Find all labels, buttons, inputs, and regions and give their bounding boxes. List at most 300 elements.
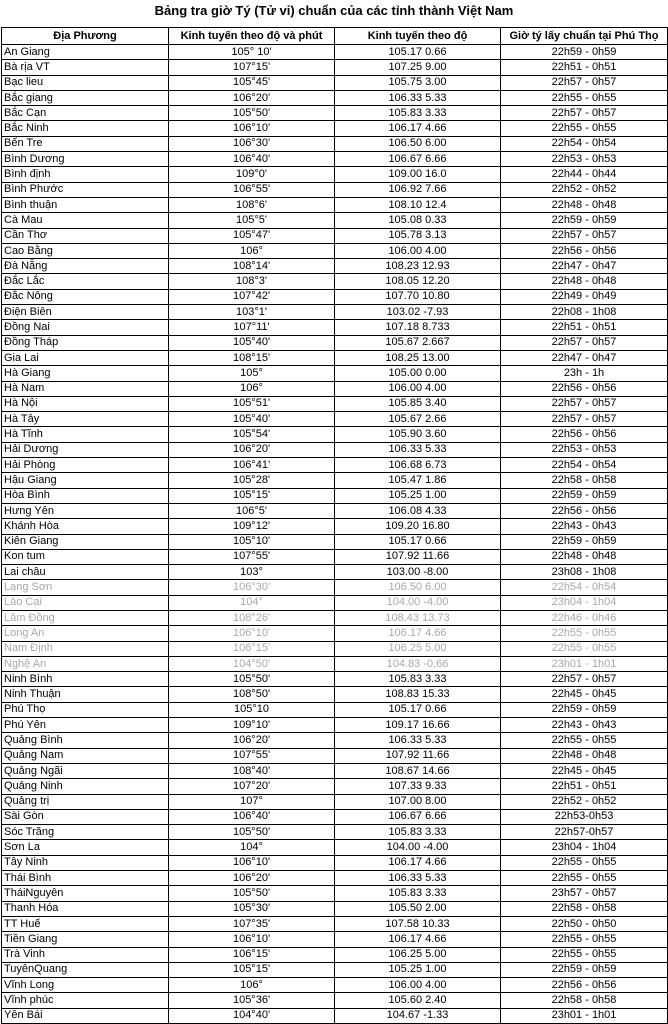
location-cell: TháiNguyên bbox=[2, 886, 169, 901]
location-cell: Vĩnh phúc bbox=[2, 993, 169, 1008]
table-row bbox=[2, 580, 668, 595]
ty-hour-cell: 22h55 - 0h55 bbox=[501, 947, 668, 962]
longitude-deg-cell: 107.92 11.66 bbox=[335, 549, 501, 564]
longitude-dm-cell: 105°10' bbox=[169, 534, 335, 549]
location-cell: Bình Phước bbox=[2, 182, 169, 197]
longitude-dm-cell: 107°35' bbox=[169, 916, 335, 931]
header-row bbox=[2, 28, 668, 45]
location-cell: Yên Bái bbox=[2, 1008, 169, 1023]
header-ty-hour: Giờ tý lấy chuẩn tại Phú Thọ bbox=[501, 28, 668, 45]
table-row bbox=[2, 320, 668, 335]
table-row bbox=[2, 488, 668, 503]
longitude-dm-cell: 106°15' bbox=[169, 947, 335, 962]
ty-hour-cell: 23h01 - 1h01 bbox=[501, 1008, 668, 1023]
longitude-deg-cell: 106.67 6.66 bbox=[335, 152, 501, 167]
header-location: Địa Phương bbox=[2, 28, 169, 45]
table-row bbox=[2, 106, 668, 121]
location-cell: Vĩnh Long bbox=[2, 978, 169, 993]
longitude-dm-cell: 108°40' bbox=[169, 763, 335, 778]
location-cell: Khánh Hòa bbox=[2, 519, 169, 534]
longitude-deg-cell: 105.25 1.00 bbox=[335, 962, 501, 977]
location-cell: Kiên Giang bbox=[2, 534, 169, 549]
ty-hour-cell: 22h52 - 0h52 bbox=[501, 182, 668, 197]
header-longitude-deg: Kinh tuyến theo độ bbox=[335, 28, 501, 45]
table-row bbox=[2, 228, 668, 243]
longitude-dm-cell: 106°10' bbox=[169, 855, 335, 870]
longitude-deg-cell: 105.78 3.13 bbox=[335, 228, 501, 243]
longitude-deg-cell: 107.58 10.33 bbox=[335, 916, 501, 931]
longitude-dm-cell: 105°15' bbox=[169, 962, 335, 977]
location-cell: Hà Nội bbox=[2, 396, 169, 411]
ty-hour-cell: 22h55 - 0h55 bbox=[501, 871, 668, 886]
table-row bbox=[2, 641, 668, 656]
longitude-deg-cell: 106.33 5.33 bbox=[335, 733, 501, 748]
table-row bbox=[2, 412, 668, 427]
location-cell: Sơn La bbox=[2, 840, 169, 855]
location-cell: Sóc Trăng bbox=[2, 825, 169, 840]
table-row bbox=[2, 45, 668, 60]
location-cell: Tiền Giang bbox=[2, 932, 169, 947]
location-cell: Thanh Hóa bbox=[2, 901, 169, 916]
table-row bbox=[2, 687, 668, 702]
table-row bbox=[2, 809, 668, 824]
longitude-deg-cell: 104.00 -4.00 bbox=[335, 595, 501, 610]
longitude-deg-cell: 106.08 4.33 bbox=[335, 503, 501, 518]
location-cell: Đồng Tháp bbox=[2, 335, 169, 350]
location-cell: Bến Tre bbox=[2, 136, 169, 151]
longitude-deg-cell: 106.17 4.66 bbox=[335, 121, 501, 136]
longitude-dm-cell: 108°15' bbox=[169, 350, 335, 365]
ty-hour-cell: 22h57 - 0h57 bbox=[501, 106, 668, 121]
location-cell: Lạng Sơn bbox=[2, 580, 169, 595]
longitude-deg-cell: 105.83 3.33 bbox=[335, 825, 501, 840]
table-row bbox=[2, 473, 668, 488]
ty-hour-cell: 22h55 - 0h55 bbox=[501, 932, 668, 947]
table-row bbox=[2, 718, 668, 733]
longitude-dm-cell: 107°20' bbox=[169, 779, 335, 794]
longitude-dm-cell: 107°42' bbox=[169, 289, 335, 304]
ty-hour-cell: 23h04 - 1h04 bbox=[501, 840, 668, 855]
table-row bbox=[2, 626, 668, 641]
longitude-dm-cell: 107°11' bbox=[169, 320, 335, 335]
table-row bbox=[2, 962, 668, 977]
longitude-dm-cell: 105°30' bbox=[169, 901, 335, 916]
longitude-dm-cell: 105°28' bbox=[169, 473, 335, 488]
location-cell: TT Huế bbox=[2, 916, 169, 931]
longitude-dm-cell: 106° bbox=[169, 243, 335, 258]
longitude-deg-cell: 104.83 -0.66 bbox=[335, 656, 501, 671]
longitude-dm-cell: 109°0' bbox=[169, 167, 335, 182]
longitude-dm-cell: 105°10 bbox=[169, 702, 335, 717]
longitude-deg-cell: 109.00 16.0 bbox=[335, 167, 501, 182]
location-cell: Cao Bằng bbox=[2, 243, 169, 258]
location-cell: Hà Nam bbox=[2, 381, 169, 396]
longitude-dm-cell: 108°26' bbox=[169, 610, 335, 625]
location-cell: Quảng Ngãi bbox=[2, 763, 169, 778]
table-row bbox=[2, 350, 668, 365]
ty-hour-cell: 22h54 - 0h54 bbox=[501, 136, 668, 151]
table-row bbox=[2, 152, 668, 167]
location-cell: Bình thuận bbox=[2, 197, 169, 212]
longitude-dm-cell: 106°40' bbox=[169, 809, 335, 824]
longitude-deg-cell: 106.25 5.00 bbox=[335, 641, 501, 656]
ty-hour-cell: 22h44 - 0h44 bbox=[501, 167, 668, 182]
table-row bbox=[2, 427, 668, 442]
ty-hour-cell: 22h43 - 0h43 bbox=[501, 718, 668, 733]
longitude-dm-cell: 103° bbox=[169, 565, 335, 580]
location-cell: Phú Yên bbox=[2, 718, 169, 733]
longitude-dm-cell: 109°10' bbox=[169, 718, 335, 733]
ty-hour-cell: 22h59 - 0h59 bbox=[501, 488, 668, 503]
longitude-dm-cell: 106°15' bbox=[169, 641, 335, 656]
ty-hour-cell: 22h58 - 0h58 bbox=[501, 993, 668, 1008]
table-row bbox=[2, 978, 668, 993]
table-row bbox=[2, 243, 668, 258]
longitude-dm-cell: 107°15' bbox=[169, 60, 335, 75]
table-row bbox=[2, 840, 668, 855]
table-row bbox=[2, 259, 668, 274]
longitude-dm-cell: 105° 10' bbox=[169, 45, 335, 60]
table-row bbox=[2, 60, 668, 75]
longitude-dm-cell: 105°40' bbox=[169, 412, 335, 427]
longitude-deg-cell: 106.67 6.66 bbox=[335, 809, 501, 824]
location-cell: Lâm Đồng bbox=[2, 610, 169, 625]
table-row bbox=[2, 213, 668, 228]
longitude-deg-cell: 105.47 1.86 bbox=[335, 473, 501, 488]
location-cell: Quảng trị bbox=[2, 794, 169, 809]
ty-hour-cell: 22h48 - 0h48 bbox=[501, 197, 668, 212]
longitude-dm-cell: 105° bbox=[169, 366, 335, 381]
ty-hour-cell: 22h46 - 0h46 bbox=[501, 610, 668, 625]
table-row bbox=[2, 886, 668, 901]
longitude-dm-cell: 106°55' bbox=[169, 182, 335, 197]
longitude-dm-cell: 106°30' bbox=[169, 580, 335, 595]
table-row bbox=[2, 656, 668, 671]
longitude-dm-cell: 105°50' bbox=[169, 672, 335, 687]
longitude-dm-cell: 103°1' bbox=[169, 305, 335, 320]
ty-hour-cell: 22h55 - 0h55 bbox=[501, 90, 668, 105]
longitude-dm-cell: 105°5' bbox=[169, 213, 335, 228]
location-cell: Lào Cai bbox=[2, 595, 169, 610]
page-title: Bảng tra giờ Tý (Tử vi) chuẩn của các tỉnh thành Việt Nam bbox=[154, 3, 514, 18]
longitude-deg-cell: 109.17 16.66 bbox=[335, 718, 501, 733]
ty-hour-cell: 22h45 - 0h45 bbox=[501, 763, 668, 778]
table-row bbox=[2, 503, 668, 518]
longitude-dm-cell: 105°50' bbox=[169, 106, 335, 121]
longitude-deg-cell: 103.02 -7.93 bbox=[335, 305, 501, 320]
longitude-deg-cell: 104.00 -4.00 bbox=[335, 840, 501, 855]
location-cell: Hà Tĩnh bbox=[2, 427, 169, 442]
table-row bbox=[2, 932, 668, 947]
table-row bbox=[2, 871, 668, 886]
longitude-dm-cell: 104°40' bbox=[169, 1008, 335, 1023]
table-row bbox=[2, 366, 668, 381]
ty-hour-cell: 22h51 - 0h51 bbox=[501, 320, 668, 335]
longitude-deg-cell: 106.00 4.00 bbox=[335, 381, 501, 396]
ty-hour-cell: 23h04 - 1h04 bbox=[501, 595, 668, 610]
table-row bbox=[2, 595, 668, 610]
location-cell: Thái Bình bbox=[2, 871, 169, 886]
longitude-dm-cell: 105°51' bbox=[169, 396, 335, 411]
longitude-dm-cell: 106°5' bbox=[169, 503, 335, 518]
location-cell: Bình Dương bbox=[2, 152, 169, 167]
longitude-deg-cell: 106.33 5.33 bbox=[335, 442, 501, 457]
table-row bbox=[2, 947, 668, 962]
longitude-deg-cell: 105.83 3.33 bbox=[335, 886, 501, 901]
table-row bbox=[2, 289, 668, 304]
ty-hour-cell: 22h59 - 0h59 bbox=[501, 534, 668, 549]
ty-hour-cell: 22h55 - 0h55 bbox=[501, 626, 668, 641]
longitude-dm-cell: 106°10' bbox=[169, 626, 335, 641]
location-cell: Quảng Bình bbox=[2, 733, 169, 748]
ty-hour-cell: 22h49 - 0h49 bbox=[501, 289, 668, 304]
longitude-dm-cell: 106°41' bbox=[169, 458, 335, 473]
ty-hour-cell: 22h59 - 0h59 bbox=[501, 702, 668, 717]
ty-hour-cell: 22h47 - 0h47 bbox=[501, 350, 668, 365]
table-row bbox=[2, 702, 668, 717]
table-row bbox=[2, 672, 668, 687]
longitude-deg-cell: 109.20 16.80 bbox=[335, 519, 501, 534]
longitude-dm-cell: 107° bbox=[169, 794, 335, 809]
location-cell: Bắc giang bbox=[2, 90, 169, 105]
longitude-deg-cell: 106.33 5.33 bbox=[335, 871, 501, 886]
ty-hour-cell: 22h55 - 0h55 bbox=[501, 733, 668, 748]
ty-hour-cell: 22h59 - 0h59 bbox=[501, 45, 668, 60]
table-row bbox=[2, 519, 668, 534]
location-cell: Hà Tây bbox=[2, 412, 169, 427]
ty-hour-cell: 22h56 - 0h56 bbox=[501, 243, 668, 258]
data-table bbox=[1, 27, 668, 1024]
location-cell: Nam Định bbox=[2, 641, 169, 656]
location-cell: Cần Thơ bbox=[2, 228, 169, 243]
longitude-deg-cell: 105.90 3.60 bbox=[335, 427, 501, 442]
longitude-deg-cell: 107.00 8.00 bbox=[335, 794, 501, 809]
longitude-deg-cell: 103.00 -8.00 bbox=[335, 565, 501, 580]
table-row bbox=[2, 381, 668, 396]
longitude-deg-cell: 107.25 9.00 bbox=[335, 60, 501, 75]
longitude-dm-cell: 106°20' bbox=[169, 871, 335, 886]
ty-hour-cell: 23h01 - 1h01 bbox=[501, 656, 668, 671]
longitude-deg-cell: 108.10 12.4 bbox=[335, 197, 501, 212]
location-cell: Cà Mau bbox=[2, 213, 169, 228]
location-cell: Nghệ An bbox=[2, 656, 169, 671]
longitude-dm-cell: 106°20' bbox=[169, 442, 335, 457]
longitude-deg-cell: 107.92 11.66 bbox=[335, 748, 501, 763]
location-cell: Sài Gòn bbox=[2, 809, 169, 824]
table-row bbox=[2, 182, 668, 197]
longitude-dm-cell: 105°47' bbox=[169, 228, 335, 243]
ty-hour-cell: 22h57 - 0h57 bbox=[501, 396, 668, 411]
location-cell: Bắc Ninh bbox=[2, 121, 169, 136]
ty-hour-cell: 22h58 - 0h58 bbox=[501, 473, 668, 488]
ty-hour-cell: 22h55 - 0h55 bbox=[501, 121, 668, 136]
ty-hour-cell: 22h50 - 0h50 bbox=[501, 916, 668, 931]
location-cell: Hậu Giang bbox=[2, 473, 169, 488]
ty-hour-cell: 22h57 - 0h57 bbox=[501, 672, 668, 687]
location-cell: Bạc lieu bbox=[2, 75, 169, 90]
table-row bbox=[2, 916, 668, 931]
location-cell: Gia Lai bbox=[2, 350, 169, 365]
location-cell: Bắc Cạn bbox=[2, 106, 169, 121]
table-row bbox=[2, 442, 668, 457]
location-cell: Quảng Ninh bbox=[2, 779, 169, 794]
table-row bbox=[2, 458, 668, 473]
longitude-dm-cell: 105°54' bbox=[169, 427, 335, 442]
ty-hour-cell: 22h57-0h57 bbox=[501, 825, 668, 840]
table-row bbox=[2, 167, 668, 182]
table-row bbox=[2, 901, 668, 916]
longitude-dm-cell: 105°45' bbox=[169, 75, 335, 90]
longitude-deg-cell: 107.70 10.80 bbox=[335, 289, 501, 304]
location-cell: Điện Biên bbox=[2, 305, 169, 320]
table-row bbox=[2, 335, 668, 350]
table-row bbox=[2, 549, 668, 564]
location-cell: Tây Ninh bbox=[2, 855, 169, 870]
longitude-dm-cell: 105°15' bbox=[169, 488, 335, 503]
location-cell: Đắc Lắc bbox=[2, 274, 169, 289]
longitude-dm-cell: 108°14' bbox=[169, 259, 335, 274]
longitude-deg-cell: 106.68 6.73 bbox=[335, 458, 501, 473]
location-cell: Đà Nẵng bbox=[2, 259, 169, 274]
longitude-deg-cell: 105.17 0.66 bbox=[335, 534, 501, 549]
ty-hour-cell: 22h43 - 0h43 bbox=[501, 519, 668, 534]
longitude-deg-cell: 108.23 12.93 bbox=[335, 259, 501, 274]
longitude-dm-cell: 106°20' bbox=[169, 733, 335, 748]
longitude-deg-cell: 108.25 13.00 bbox=[335, 350, 501, 365]
ty-hour-cell: 23h57 - 0h57 bbox=[501, 886, 668, 901]
ty-hour-cell: 22h56 - 0h56 bbox=[501, 978, 668, 993]
longitude-dm-cell: 108°50' bbox=[169, 687, 335, 702]
ty-hour-cell: 22h45 - 0h45 bbox=[501, 687, 668, 702]
location-cell: Lai châu bbox=[2, 565, 169, 580]
ty-hour-cell: 22h54 - 0h54 bbox=[501, 458, 668, 473]
location-cell: Quảng Nam bbox=[2, 748, 169, 763]
longitude-dm-cell: 106°10' bbox=[169, 932, 335, 947]
ty-hour-cell: 22h54 - 0h54 bbox=[501, 580, 668, 595]
longitude-deg-cell: 105.83 3.33 bbox=[335, 672, 501, 687]
table-row bbox=[2, 396, 668, 411]
ty-hour-cell: 22h48 - 0h48 bbox=[501, 748, 668, 763]
longitude-dm-cell: 105°50' bbox=[169, 825, 335, 840]
longitude-deg-cell: 105.85 3.40 bbox=[335, 396, 501, 411]
ty-hour-cell: 22h53 - 0h53 bbox=[501, 152, 668, 167]
header-longitude-dm: Kinh tuyến theo độ và phút bbox=[169, 28, 335, 45]
longitude-deg-cell: 105.67 2.66 bbox=[335, 412, 501, 427]
table-row bbox=[2, 197, 668, 212]
location-cell: Bình định bbox=[2, 167, 169, 182]
ty-hour-cell: 22h51 - 0h51 bbox=[501, 779, 668, 794]
longitude-deg-cell: 106.17 4.66 bbox=[335, 855, 501, 870]
ty-hour-cell: 22h57 - 0h57 bbox=[501, 75, 668, 90]
longitude-deg-cell: 105.17 0.66 bbox=[335, 702, 501, 717]
longitude-dm-cell: 106°10' bbox=[169, 121, 335, 136]
longitude-deg-cell: 105.17 0.66 bbox=[335, 45, 501, 60]
longitude-dm-cell: 108°3' bbox=[169, 274, 335, 289]
ty-hour-cell: 22h48 - 0h48 bbox=[501, 274, 668, 289]
table-row bbox=[2, 794, 668, 809]
ty-hour-cell: 22h51 - 0h51 bbox=[501, 60, 668, 75]
table-row bbox=[2, 748, 668, 763]
table-row bbox=[2, 75, 668, 90]
table-body bbox=[2, 45, 668, 1024]
table-row bbox=[2, 993, 668, 1008]
longitude-deg-cell: 106.50 6.00 bbox=[335, 136, 501, 151]
longitude-dm-cell: 106° bbox=[169, 381, 335, 396]
ty-hour-cell: 22h48 - 0h48 bbox=[501, 549, 668, 564]
location-cell: Long An bbox=[2, 626, 169, 641]
location-cell: Hải Dương bbox=[2, 442, 169, 457]
longitude-dm-cell: 105°50' bbox=[169, 886, 335, 901]
longitude-deg-cell: 108.43 13.73 bbox=[335, 610, 501, 625]
ty-hour-cell: 22h56 - 0h56 bbox=[501, 381, 668, 396]
location-cell: Hưng Yên bbox=[2, 503, 169, 518]
longitude-deg-cell: 108.83 15.33 bbox=[335, 687, 501, 702]
ty-hour-cell: 22h47 - 0h47 bbox=[501, 259, 668, 274]
location-cell: Hà Giang bbox=[2, 366, 169, 381]
ty-hour-cell: 22h58 - 0h58 bbox=[501, 901, 668, 916]
ty-hour-cell: 22h53-0h53 bbox=[501, 809, 668, 824]
ty-hour-cell: 22h55 - 0h55 bbox=[501, 855, 668, 870]
longitude-dm-cell: 106° bbox=[169, 978, 335, 993]
table-row bbox=[2, 274, 668, 289]
longitude-deg-cell: 105.60 2.40 bbox=[335, 993, 501, 1008]
table-row bbox=[2, 121, 668, 136]
ty-hour-cell: 22h57 - 0h57 bbox=[501, 228, 668, 243]
table-row bbox=[2, 305, 668, 320]
longitude-deg-cell: 105.50 2.00 bbox=[335, 901, 501, 916]
location-cell: Phú Thọ bbox=[2, 702, 169, 717]
location-cell: Hải Phòng bbox=[2, 458, 169, 473]
longitude-deg-cell: 106.33 5.33 bbox=[335, 90, 501, 105]
ty-hour-cell: 22h59 - 0h59 bbox=[501, 962, 668, 977]
longitude-dm-cell: 105°36' bbox=[169, 993, 335, 1008]
longitude-dm-cell: 106°20' bbox=[169, 90, 335, 105]
location-cell: Đồng Nai bbox=[2, 320, 169, 335]
location-cell: An Giang bbox=[2, 45, 169, 60]
ty-hour-cell: 22h59 - 0h59 bbox=[501, 213, 668, 228]
longitude-deg-cell: 107.33 9.33 bbox=[335, 779, 501, 794]
longitude-dm-cell: 105°40' bbox=[169, 335, 335, 350]
table-row bbox=[2, 534, 668, 549]
ty-hour-cell: 23h08 - 1h08 bbox=[501, 565, 668, 580]
longitude-dm-cell: 107°55' bbox=[169, 549, 335, 564]
longitude-deg-cell: 108.05 12.20 bbox=[335, 274, 501, 289]
table-row bbox=[2, 855, 668, 870]
longitude-deg-cell: 105.67 2.667 bbox=[335, 335, 501, 350]
location-cell: Kon tum bbox=[2, 549, 169, 564]
table-row bbox=[2, 825, 668, 840]
longitude-deg-cell: 106.25 5.00 bbox=[335, 947, 501, 962]
table-row bbox=[2, 733, 668, 748]
ty-hour-cell: 22h56 - 0h56 bbox=[501, 427, 668, 442]
location-cell: Ninh Bình bbox=[2, 672, 169, 687]
location-cell: Trà Vinh bbox=[2, 947, 169, 962]
location-cell: Đắc Nông bbox=[2, 289, 169, 304]
longitude-deg-cell: 105.25 1.00 bbox=[335, 488, 501, 503]
longitude-deg-cell: 106.17 4.66 bbox=[335, 932, 501, 947]
ty-hour-cell: 22h55 - 0h55 bbox=[501, 641, 668, 656]
location-cell: Ninh Thuận bbox=[2, 687, 169, 702]
ty-hour-cell: 22h53 - 0h53 bbox=[501, 442, 668, 457]
table-row bbox=[2, 136, 668, 151]
table-row bbox=[2, 763, 668, 778]
longitude-deg-cell: 105.00 0.00 bbox=[335, 366, 501, 381]
ty-hour-cell: 22h57 - 0h57 bbox=[501, 412, 668, 427]
location-cell: Hòa Bình bbox=[2, 488, 169, 503]
ty-hour-cell: 22h52 - 0h52 bbox=[501, 794, 668, 809]
table-row bbox=[2, 90, 668, 105]
longitude-deg-cell: 106.00 4.00 bbox=[335, 978, 501, 993]
